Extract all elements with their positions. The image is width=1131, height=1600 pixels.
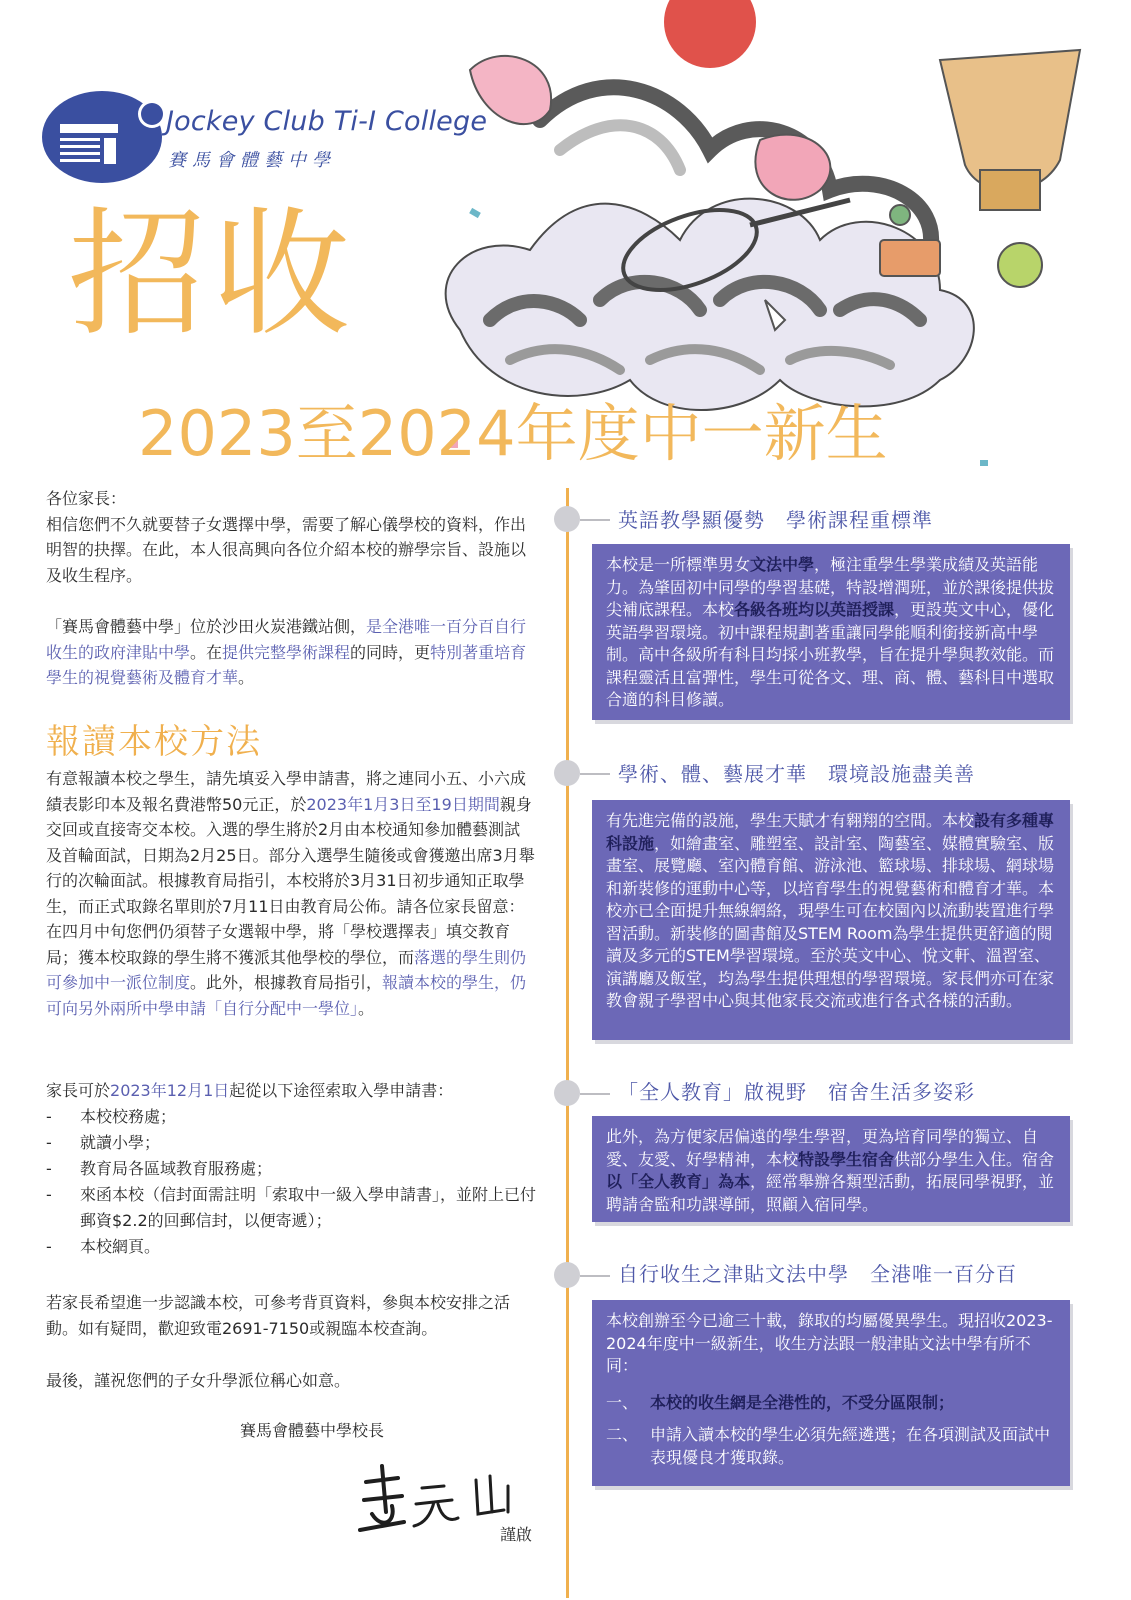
timeline-line bbox=[566, 488, 569, 1598]
section-panel-english: 本校是一所標準男女文法中學，極注重學生學業成績及英語能力。為肇固初中同學的學習基礎，特設增潤班，並於課後提供拔尖補底課程。本校各級各班均以英語授課，更設英文中心，優化英語學習環境。初中課程規劃著重讓同學能順利銜接新高中學制。高中各級所有科目均採小班教學，旨在提升學與教效能。而課程靈活且富彈性，學生可從各文、理、商、體、藝科目中選取合適的科目修讀。 bbox=[592, 544, 1070, 720]
timeline-connector bbox=[580, 1275, 610, 1277]
section-title: 「全人教育」啟視野 宿舍生活多姿彩 bbox=[618, 1080, 975, 1104]
timeline-connector bbox=[580, 773, 610, 775]
timeline-connector bbox=[580, 1093, 610, 1095]
timeline-dot bbox=[554, 1262, 580, 1288]
section-title: 英語教學顯優勢 學術課程重標準 bbox=[618, 508, 933, 532]
school-name-en: Jockey Club Ti-I College bbox=[166, 106, 488, 137]
respect-closing: 謹啟 bbox=[500, 1525, 533, 1544]
routes-list bbox=[46, 1104, 536, 1260]
section-title: 學術、體、藝展才華 環境設施盡美善 bbox=[618, 762, 975, 786]
intro-paragraph: 相信您們不久就要替子女選擇中學，需要了解心儀學校的資料，作出明智的抉擇。在此，本人很高興向各位介紹本校的辦學宗旨、設施以及收生程序。 bbox=[46, 514, 527, 585]
section-panel-boarding: 此外，為方便家居偏遠的學生學習，更為培育同學的獨立、自愛、友愛、好學精神，本校特設學生宿舍供部分學生入住。宿舍以「全人教育」為本，經常舉辦各類型活動，拓展同學視野，並聘請舍監和功課導師，照顧入宿同學。 bbox=[592, 1116, 1070, 1222]
school-logo-icon bbox=[40, 88, 168, 186]
letter-intro bbox=[46, 486, 536, 588]
timeline-dot bbox=[554, 1080, 580, 1106]
school-name-zh: 賽馬會體藝中學 bbox=[168, 150, 336, 171]
timeline-dot bbox=[554, 506, 580, 532]
forms-lead: 家長可於2023年12月1日起從以下途徑索取入學申請書： bbox=[46, 1081, 454, 1100]
list-item: 二、 申請入讀本校的學生必須先經遴選；在各項測試及面試中表現優良才獲取錄。 bbox=[606, 1425, 1051, 1467]
section-panel-facilities: 有先進完備的設施，學生天賦才有翱翔的空間。本校設有多種專科設施，如繪畫室、雕塑室、設計室、陶藝室、媒體實驗室、版畫室、展覽廳、室內體育館、游泳池、籃球場、排球場、網球場和新裝修的運動中心等，以培育學生的視覺藝術和體育才華。本校亦已全面提升無線網絡，現學生可在校園內以流動裝置進行學習活動。新裝修的圖書館及STEM Room為學生提供更舒適的閱讀及多元的STEM學習環境。至於英文中心、悅文軒、溫習室、演講廳及飯堂，均為學生提供理想的學習環境。家長們亦可在家教會親子學習中心與其他家長交流或進行各式各樣的活動。 bbox=[592, 800, 1070, 1040]
timeline-connector bbox=[580, 519, 610, 521]
headline: 招收 bbox=[68, 194, 357, 355]
location-paragraph: 「賽馬會體藝中學」位於沙田火炭港鐵站側，是全港唯一百分百自行收生的政府津貼中學。在提供完整學術課程的同時，更特別著重培育學生的視覺藝術及體育才華。 bbox=[46, 617, 527, 687]
timeline-dot bbox=[554, 760, 580, 786]
list-item: - 本校網頁。 bbox=[46, 1237, 161, 1256]
list-item: 一、 本校的收生網是全港性的，不受分區限制； bbox=[606, 1392, 955, 1412]
list-item: - 教育局各區域教育服務處； bbox=[46, 1159, 273, 1178]
signer-title: 賽馬會體藝中學校長 bbox=[240, 1421, 385, 1440]
method-paragraph: 有意報讀本校之學生，請先填妥入學申請書，將之連同小五、小六成績表影印本及報名費港幣50元正，於2023年1月3日至19日期間親身交回或直接寄交本校。入選的學生將於2月由本校通知參加體藝測試及首輪面試，日期為2月25日。部分入選學生隨後或會獲邀出席3月舉行的次輪面試。根據教育局指引，本校將於3月31日初步通知正取學生，而正式取錄名單則於7月11日由教育局公佈。請各位家長留意：在四月中旬您們仍須替子女選報中學，將「學校選擇表」填交教育局；獲本校取錄的學生將不獲派其他學校的學位，而落選的學生則仍可參加中一派位制度。此外，根據教育局指引，報讀本校的學生，仍可向另外兩所中學申請「自行分配中一學位」。 bbox=[46, 769, 535, 1018]
list-item: - 就讀小學； bbox=[46, 1133, 161, 1152]
section-title: 自行收生之津貼文法中學 全港唯一百分百 bbox=[618, 1262, 1017, 1286]
method-title: 報讀本校方法 bbox=[46, 722, 262, 762]
subheadline: 2023至2024年度中一新生 bbox=[138, 397, 888, 470]
greeting: 各位家長： bbox=[46, 489, 127, 508]
contact-paragraph: 若家長希望進一步認識本校，可參考背頁資料，參與本校安排之活動。如有疑問，歡迎致電2691-7150或親臨本校查詢。 bbox=[46, 1293, 511, 1338]
wish-paragraph: 最後，謹祝您們的子女升學派位稱心如意。 bbox=[46, 1371, 351, 1390]
section-panel-admission: 本校創辦至今已逾三十載，錄取的均屬優異學生。現招收2023-2024年度中一級新生，收生方法跟一般津貼文法中學有所不同： 一、 本校的收生網是全港性的，不受分區限制； 二、 申請入讀本校的學生必須先經遴選；在各項測試及面試中表現優良才獲取錄。 bbox=[592, 1300, 1070, 1486]
signature-image bbox=[352, 1452, 522, 1538]
list-item: - 來函本校（信封面需註明「索取中一級入學申請書」，並附上已付郵資$2.2的回郵信封，以便寄遞）； bbox=[46, 1185, 537, 1230]
list-item: - 本校校務處； bbox=[46, 1107, 177, 1126]
